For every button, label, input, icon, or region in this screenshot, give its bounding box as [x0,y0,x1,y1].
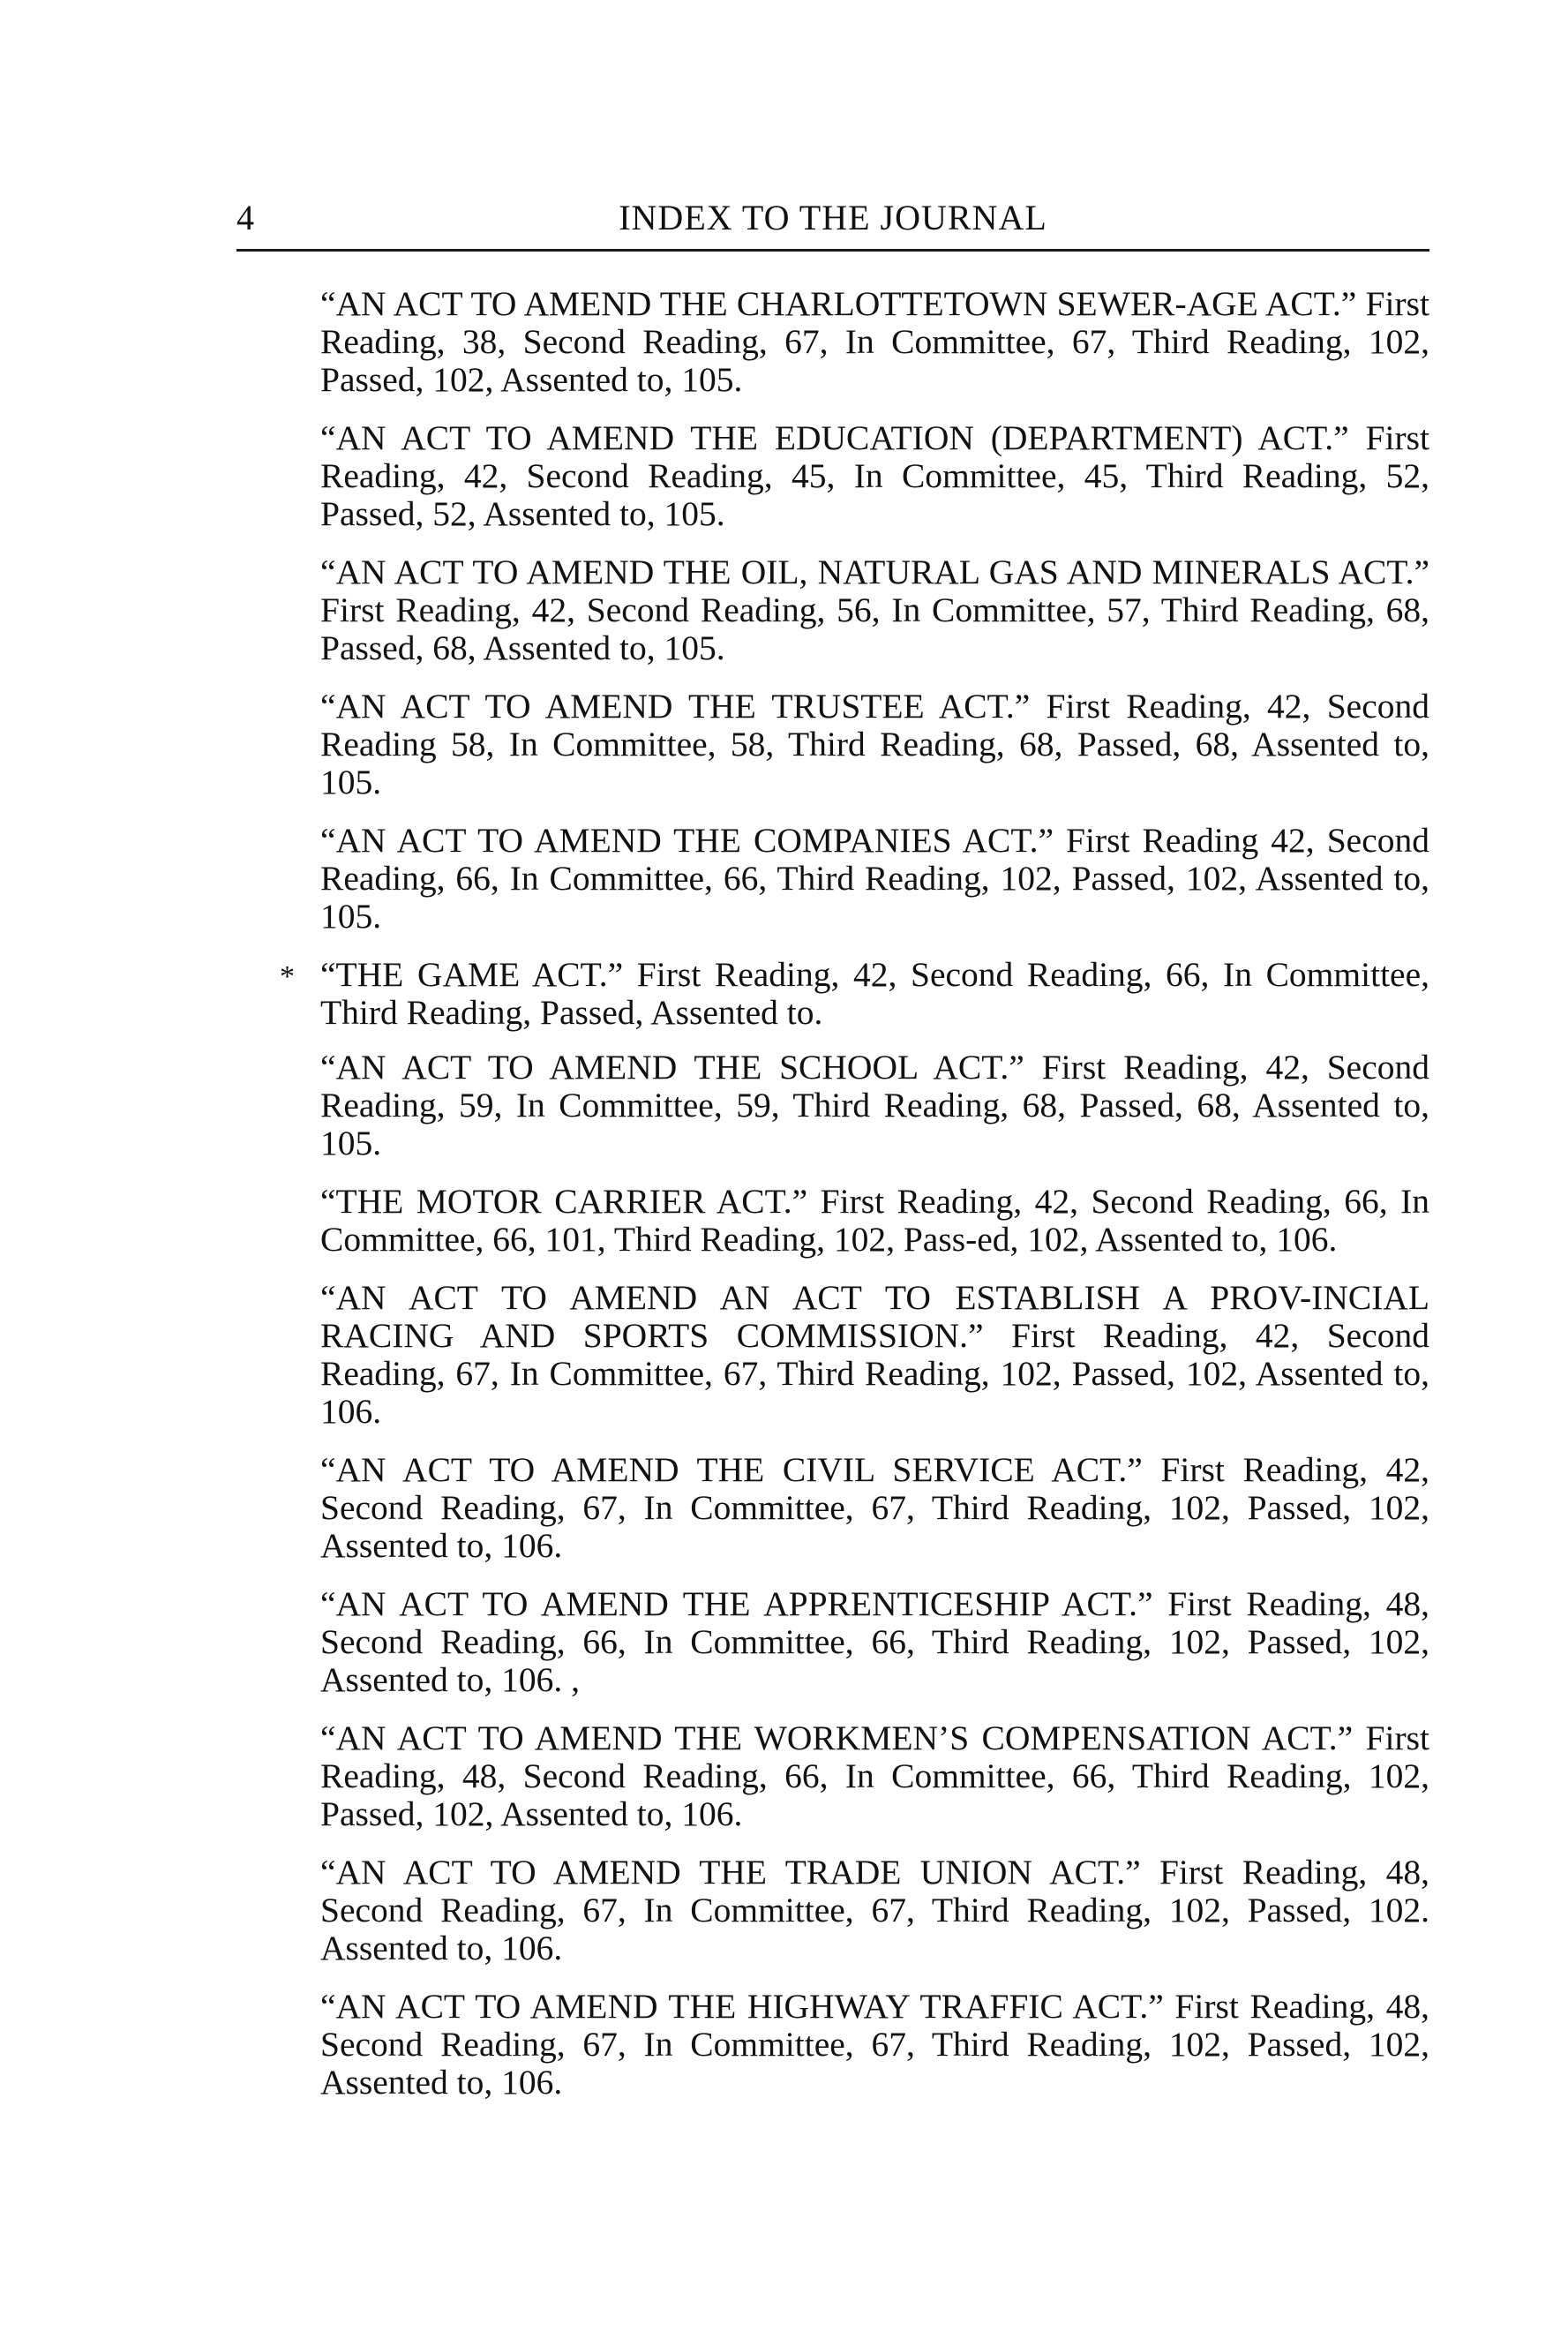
entry-text: “THE GAME ACT.” First Reading, 42, Second Reading, 66, In Committee, Third Reading, Passed, Assented to. [320,955,1429,1032]
index-entry [320,1988,1429,2102]
index-entry [320,1585,1429,1699]
entry-text: “AN ACT TO AMEND THE COMPANIES ACT.” First Reading 42, Second Reading, 66, In Committee, 66, Third Reading, 102, Passed, 102, Assented to, 105. [320,821,1429,936]
index-entry [320,553,1429,667]
index-entry [320,688,1429,801]
index-entry [320,822,1429,936]
entry-text: “AN ACT TO AMEND THE WORKMEN’S COMPENSATION ACT.” First Reading, 48, Second Reading, 66, In Committee, 66, Third Reading, 102, Passed, 102, Assented to, 106. [320,1719,1429,1833]
index-entry [320,1451,1429,1565]
entry-text: “AN ACT TO AMEND THE TRUSTEE ACT.” First Reading, 42, Second Reading 58, In Committee, 58, Third Reading, 68, Passed, 68, Assented to, 105. [320,687,1429,801]
entry-text: “AN ACT TO AMEND THE EDUCATION (DEPARTMENT) ACT.” First Reading, 42, Second Reading, 45, In Committee, 45, Third Reading, 52, Passed, 52, Assented to, 105. [320,418,1429,533]
index-entry [320,1183,1429,1259]
entry-text: “AN ACT TO AMEND THE SCHOOL ACT.” First Reading, 42, Second Reading, 59, In Committee, 59, Third Reading, 68, Passed, 68, Assented to, 105. [320,1048,1429,1162]
asterisk-marker: * [280,960,295,993]
index-entries [280,284,1429,2122]
index-entry [280,955,1429,1032]
index-entry [320,285,1429,399]
entry-text: “AN ACT TO AMEND THE APPRENTICESHIP ACT.” First Reading, 48, Second Reading, 66, In Committee, 66, Third Reading, 102, Passed, 102, Assented to, 106. , [320,1584,1429,1699]
entry-text: “AN ACT TO AMEND THE OIL, NATURAL GAS AND MINERALS ACT.” First Reading, 42, Second Reading, 56, In Committee, 57, Third Reading, 68, Passed, 68, Assented to, 105. [320,553,1429,667]
page-header [236,196,1429,252]
index-entry [320,1049,1429,1162]
index-entry [320,1719,1429,1833]
index-entry [320,419,1429,533]
entry-text: “AN ACT TO AMEND THE CIVIL SERVICE ACT.” First Reading, 42, Second Reading, 67, In Committee, 67, Third Reading, 102, Passed, 102, Assented to, 106. [320,1450,1429,1565]
entry-text: “AN ACT TO AMEND THE HIGHWAY TRAFFIC ACT.” First Reading, 48, Second Reading, 67, In Committee, 67, Third Reading, 102, Passed, 102, Assented to, 106. [320,1987,1429,2102]
index-entry [320,1854,1429,1967]
entry-text: “AN ACT TO AMEND AN ACT TO ESTABLISH A PROV-INCIAL RACING AND SPORTS COMMISSION.” First Reading, 42, Second Reading, 67, In Committee, 67, Third Reading, 102, Passed, 102, Assented to, 106. [320,1278,1429,1431]
running-head: INDEX TO THE JOURNAL [619,198,1047,237]
index-entry [320,1279,1429,1431]
page-number: 4 [236,198,254,237]
entry-text: “AN ACT TO AMEND THE CHARLOTTETOWN SEWER-AGE ACT.” First Reading, 38, Second Reading, 67, In Committee, 67, Third Reading, 102, Passed, 102, Assented to, 105. [320,284,1429,399]
entry-text: “AN ACT TO AMEND THE TRADE UNION ACT.” First Reading, 48, Second Reading, 67, In Committee, 67, Third Reading, 102, Passed, 102. Assented to, 106. [320,1853,1429,1967]
entry-text: “THE MOTOR CARRIER ACT.” First Reading, 42, Second Reading, 66, In Committee, 66, 101, Third Reading, 102, Pass-ed, 102, Assented to, 106. [320,1182,1429,1259]
